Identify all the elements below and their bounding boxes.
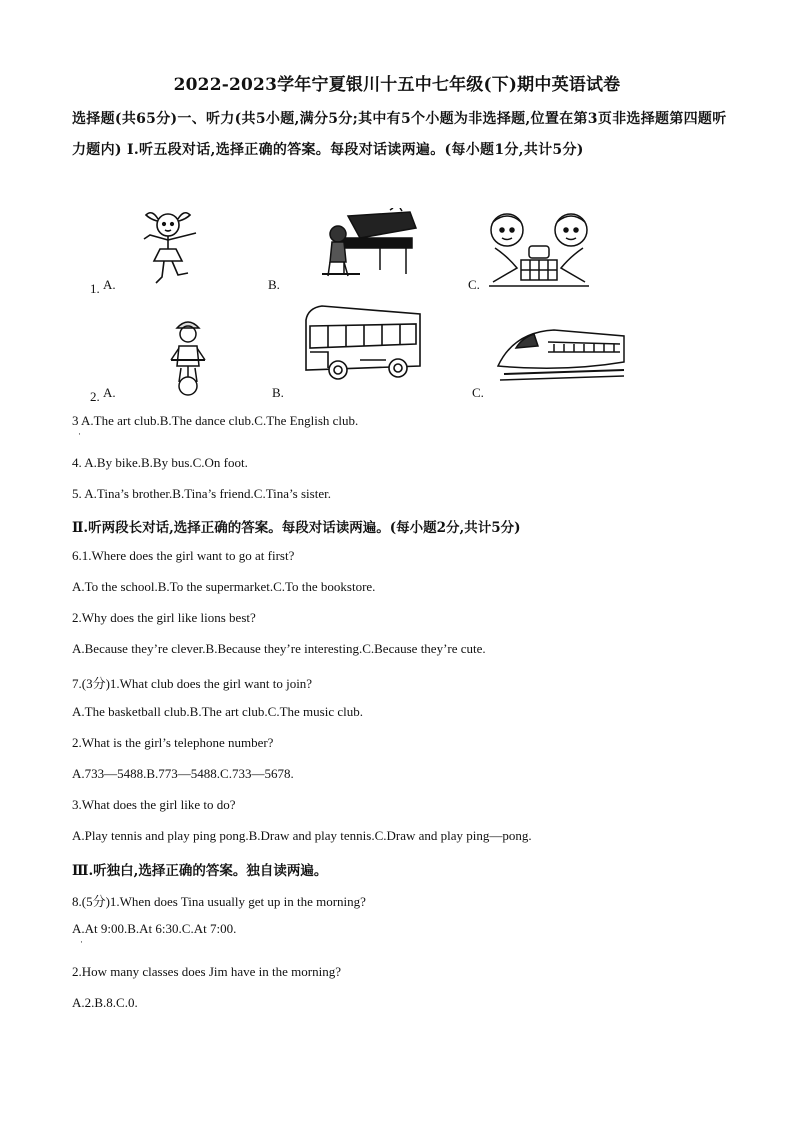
q8-1-question: 8.(5分)1.When does Tina usually get up in the morning? bbox=[72, 894, 366, 909]
artifact-dot: · bbox=[80, 937, 83, 947]
q3-line: 3 A.The art club.B.The dance club.C.The English club. bbox=[72, 413, 359, 428]
q6-1-question: 6.1.Where does the girl want to go at first? bbox=[72, 548, 295, 563]
q7-1-options: A.The basketball club.B.The art club.C.The music club. bbox=[72, 704, 363, 719]
q2-option-b-label: B. bbox=[272, 385, 284, 400]
q8-2-options: A.2.B.8.C.0. bbox=[72, 995, 138, 1010]
q6-1-options: A.To the school.B.To the supermarket.C.To the bookstore. bbox=[72, 579, 376, 594]
q1-option-a-label: A. bbox=[103, 277, 116, 292]
dancing-girl-icon bbox=[138, 205, 208, 287]
piano-player-icon bbox=[320, 208, 420, 280]
q5-line: 5. A.Tina’s brother.B.Tina’s friend.C.Tina’s sister. bbox=[72, 486, 331, 501]
q2-option-c-label: C. bbox=[472, 385, 484, 400]
cyclist-icon bbox=[165, 316, 211, 398]
q2-number: 2. bbox=[90, 389, 100, 404]
q4-line: 4. A.By bike.B.By bus.C.On foot. bbox=[72, 455, 248, 470]
q1-option-b-label: B. bbox=[268, 277, 280, 292]
listening-instructions: 选择题(共65分)一、听力(共5小题,满分5分;其中有5个小题为非选择题,位置在第3页非选择题第四题听力题内) Ⅰ.听五段对话,选择正确的答案。每段对话读两遍。(每小题1分,共计5分) bbox=[72, 111, 727, 158]
q7-2-question: 2.What is the girl’s telephone number? bbox=[72, 735, 274, 750]
artifact-dot: · bbox=[78, 429, 81, 439]
q7-1-question: 7.(3分)1.What club does the girl want to join? bbox=[72, 676, 313, 691]
q7-3-question: 3.What does the girl like to do? bbox=[72, 797, 236, 812]
q8-1-options: A.At 9:00.B.At 6:30.C.At 7:00. bbox=[72, 921, 237, 936]
exam-title: 2022-2023学年宁夏银川十五中七年级(下)期中英语试卷 bbox=[173, 75, 621, 95]
q1-option-c-label: C. bbox=[468, 277, 480, 292]
section-2-heading: Ⅱ.听两段长对话,选择正确的答案。每段对话读两遍。(每小题2分,共计5分) bbox=[72, 520, 521, 536]
high-speed-train-icon bbox=[494, 322, 628, 384]
q7-2-options: A.733—5488.B.773—5488.C.733—5678. bbox=[72, 766, 294, 781]
bus-icon bbox=[300, 302, 425, 384]
chess-players-icon bbox=[487, 208, 592, 290]
q6-2-options: A.Because they’re clever.B.Because they’re interesting.C.Because they’re cute. bbox=[72, 641, 486, 656]
q8-2-question: 2.How many classes does Jim have in the morning? bbox=[72, 964, 341, 979]
q6-2-question: 2.Why does the girl like lions best? bbox=[72, 610, 256, 625]
q1-number: 1. bbox=[90, 281, 100, 296]
section-3-heading: Ⅲ.听独白,选择正确的答案。独自读两遍。 bbox=[72, 863, 328, 879]
q2-option-a-label: A. bbox=[103, 385, 116, 400]
q7-3-options: A.Play tennis and play ping pong.B.Draw and play tennis.C.Draw and play ping—pong. bbox=[72, 828, 532, 843]
